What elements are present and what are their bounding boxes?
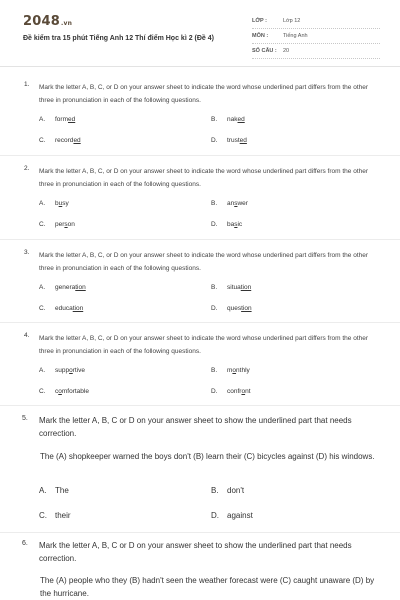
exam-header (0, 0, 400, 60)
option-a[interactable]: A. formed (39, 116, 76, 123)
exam-meta (252, 17, 380, 62)
option-c[interactable]: C. person (39, 221, 75, 228)
meta-count-label: SỐ CÂU : (252, 48, 277, 54)
question-number: 2. (24, 165, 30, 172)
question-divider (0, 405, 400, 406)
option-a[interactable]: A. supportive (39, 367, 86, 374)
option-d[interactable]: D. question (211, 305, 252, 312)
meta-subject-value: Tiếng Anh (283, 33, 308, 39)
question-text: Mark the letter A, B, C, or D on your answer sheet to indicate the word whose underlined part differs from the other three in pronunciation in each of the following questions. (39, 168, 369, 188)
option-a[interactable]: A. The (39, 486, 69, 495)
meta-class-value: Lớp 12 (283, 18, 301, 24)
question-number: 4. (24, 332, 30, 339)
meta-class-row (252, 17, 380, 29)
question-text: Mark the letter A, B, C, or D on your answer sheet to indicate the word whose underlined part differs from the other three in pronunciation in each of the following questions. (39, 84, 369, 104)
option-c[interactable]: C. comfortable (39, 388, 89, 395)
question-text: Mark the letter A, B, C, or D on your answer sheet to indicate the word whose underlined part differs from the other three in pronunciation in each of the following questions. (39, 335, 369, 355)
question-text: Mark the letter A, B, C or D on your answer sheet to show the underlined part that needs correction. (39, 541, 352, 563)
option-a[interactable]: A. generation (39, 284, 86, 291)
option-b[interactable]: B. answer (211, 200, 248, 207)
option-c[interactable]: C. recorded (39, 137, 81, 144)
question-divider (0, 322, 400, 323)
question-stem: The (A) people who they (B) hadn't seen the weather forecast were (C) caught unaware (D) by the hurricane. (40, 576, 375, 598)
exam-title: Đề kiểm tra 15 phút Tiếng Anh 12 Thí điểm Học kì 2 (Đề 4) (23, 35, 214, 42)
question-stem: The (A) shopkeeper warned the boys don't (B) learn their (C) bicycles against (D) his windows. (40, 452, 375, 461)
question-text: Mark the letter A, B, C or D on your answer sheet to show the underlined part that needs correction. (39, 416, 352, 438)
option-b[interactable]: B. don't (211, 486, 245, 495)
option-b[interactable]: B. situation (211, 284, 252, 291)
question-number: 3. (24, 249, 30, 256)
meta-class-label: LỚP : (252, 18, 267, 24)
option-d[interactable]: D. against (211, 511, 253, 520)
meta-count-value: 20 (283, 48, 290, 54)
question-divider (0, 532, 400, 533)
option-b[interactable]: B. monthly (211, 367, 250, 374)
site-logo[interactable]: 2048.vn (23, 14, 73, 29)
header-divider (0, 66, 400, 67)
option-d[interactable]: D. confront (211, 388, 251, 395)
option-c[interactable]: C. their (39, 511, 71, 520)
option-d[interactable]: D. trusted (211, 137, 247, 144)
option-c[interactable]: C. education (39, 305, 84, 312)
question-divider (0, 239, 400, 240)
meta-count-row (252, 47, 380, 59)
question-number: 6. (22, 540, 28, 547)
question-text: Mark the letter A, B, C, or D on your answer sheet to indicate the word whose underlined part differs from the other three in pronunciation in each of the following questions. (39, 252, 369, 272)
option-d[interactable]: D. basic (211, 221, 243, 228)
option-a[interactable]: A. busy (39, 200, 69, 207)
option-b[interactable]: B. naked (211, 116, 245, 123)
meta-subject-label: MÔN : (252, 33, 269, 39)
meta-subject-row (252, 32, 380, 44)
question-number: 5. (22, 415, 28, 422)
question-divider (0, 155, 400, 156)
question-number: 1. (24, 81, 30, 88)
